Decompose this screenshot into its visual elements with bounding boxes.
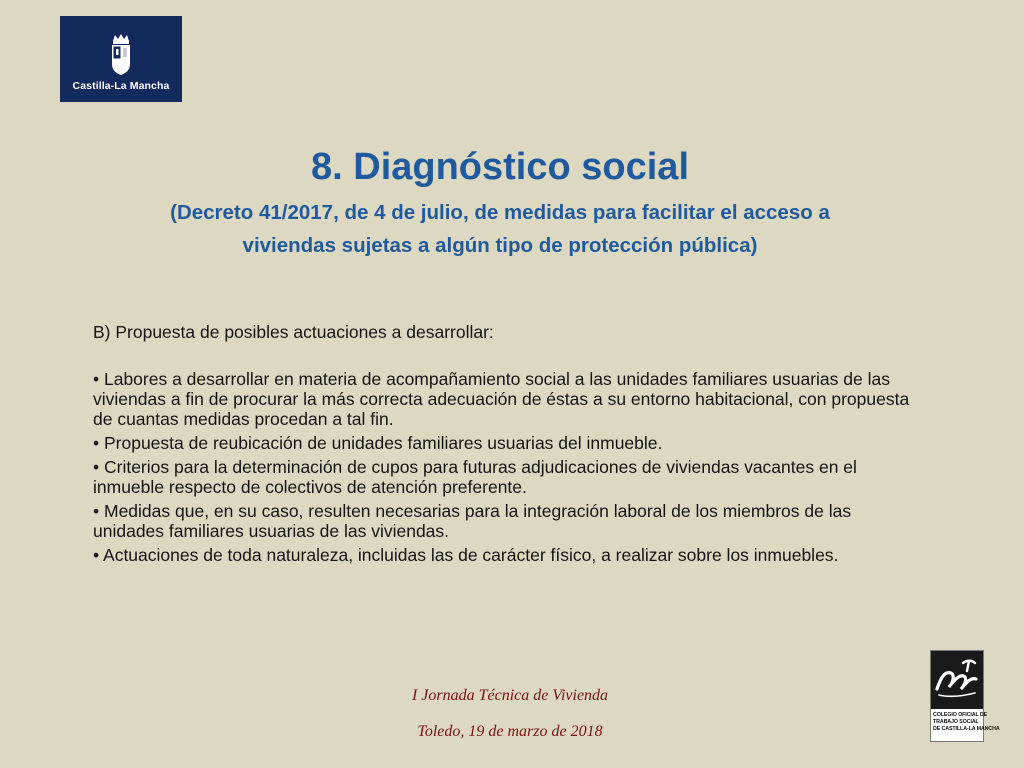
colegio-label-line-1: COLEGIO OFICIAL DE [933,712,988,718]
slide-content [93,322,923,569]
footer [300,684,720,744]
colegio-label-line-3: DE CASTILLA-LA MANCHA [933,726,1000,733]
subtitle-line-2: viviendas sujetas a algún tipo de protección pública) [242,234,758,257]
list-item: • Labores a desarrollar en materia de acompañamiento social a las unidades familiares usuarias de las viviendas a fin de procurar la más correcta adecuación de éstas a su entorno habitacional, con propuesta de cuantas medidas procedan a tal fin. [93,369,910,429]
footer-event: I Jornada Técnica de Vivienda [411,687,609,704]
colegio-trabajo-social-logo [930,650,1000,742]
ts-monogram-icon [931,651,983,709]
list-item: • Criterios para la determinación de cupos para futuras adjudicaciones de viviendas vacantes en el inmueble respecto de colectivos de atención preferente. [93,457,857,497]
castilla-la-mancha-logo [60,16,182,102]
bullet-list [93,369,923,565]
list-item: • Actuaciones de toda naturaleza, incluidas las de carácter físico, a realizar sobre los inmuebles. [93,545,839,565]
list-item: • Propuesta de reubicación de unidades familiares usuarias del inmueble. [93,433,663,453]
intro-text: B) Propuesta de posibles actuaciones a desarrollar: [93,322,494,342]
page-title: 8. Diagnóstico social [311,146,689,188]
list-item: • Medidas que, en su caso, resulten necesarias para la integración laboral de los miembros de las unidades familiares usuarias de las viviendas. [93,501,852,541]
subtitle-line-1: (Decreto 41/2017, de 4 de julio, de medidas para facilitar el acceso a [170,201,830,224]
crown-emblem-icon [108,32,134,76]
footer-place-date: Toledo, 19 de marzo de 2018 [417,723,603,740]
colegio-label-line-2: TRABAJO SOCIAL [933,719,979,726]
colegio-label [933,712,1000,734]
title-block [60,138,940,262]
logo-label: Castilla-La Mancha [72,80,170,92]
